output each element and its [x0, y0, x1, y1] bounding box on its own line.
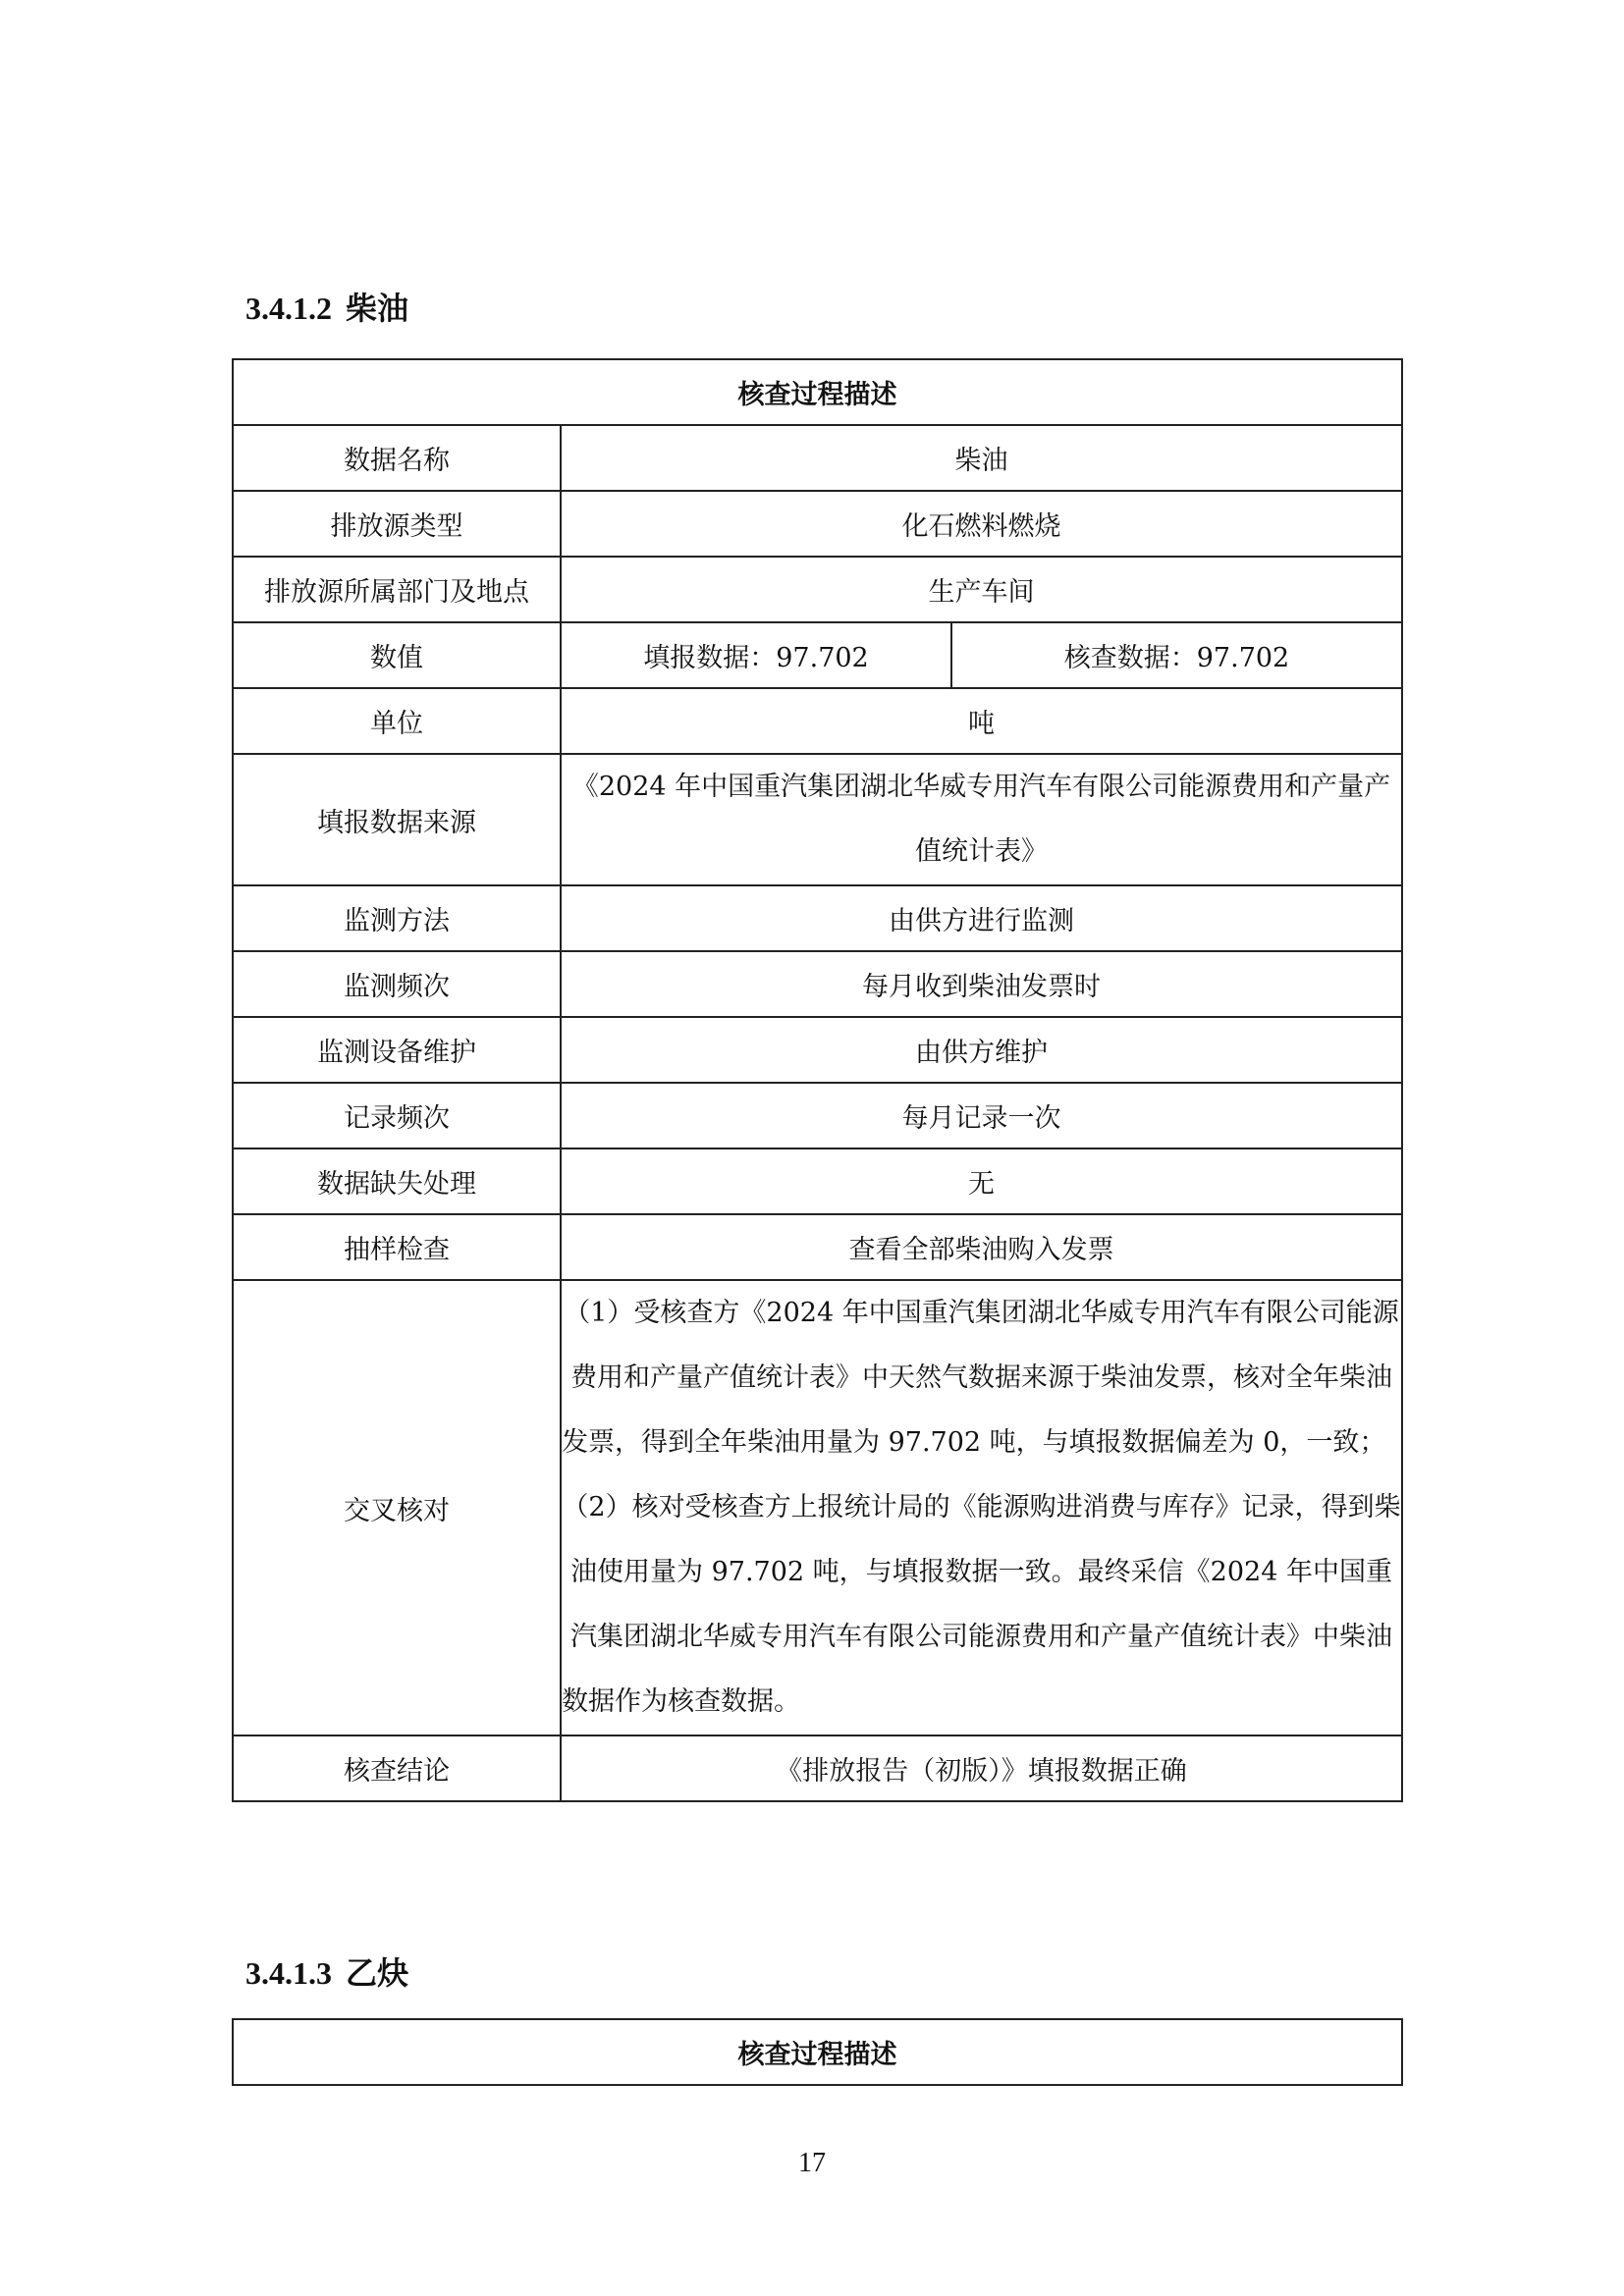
row-label: 单位: [233, 688, 561, 754]
section-heading-acetylene: [245, 1953, 408, 1993]
reported-value: 填报数据：97.702: [561, 622, 951, 688]
row-value: 查看全部柴油购入发票: [561, 1214, 1402, 1280]
row-value: 柴油: [561, 425, 1402, 491]
table-header-row: [233, 2019, 1402, 2085]
row-value: 化石燃料燃烧: [561, 491, 1402, 557]
table-row: [233, 1735, 1402, 1801]
table-header: 核查过程描述: [233, 2019, 1402, 2085]
row-label: 排放源所属部门及地点: [233, 557, 561, 622]
row-value: 无: [561, 1148, 1402, 1214]
row-label: 核查结论: [233, 1735, 561, 1801]
table-header-row: [233, 359, 1402, 425]
table-row: [233, 951, 1402, 1017]
row-value: 《2024 年中国重汽集团湖北华威专用汽车有限公司能源费用和产量产值统计表》: [561, 754, 1402, 885]
row-value: 由供方进行监测: [561, 885, 1402, 951]
section-number: 3.4.1.3: [245, 1955, 332, 1991]
table-row: [233, 1148, 1402, 1214]
table-row: [233, 622, 1402, 688]
row-label: 数值: [233, 622, 561, 688]
cross-check-text: [561, 1280, 1402, 1735]
verification-table-diesel: [232, 358, 1403, 1802]
row-label: 监测设备维护: [233, 1017, 561, 1083]
row-value: 《排放报告（初版）》填报数据正确: [561, 1735, 1402, 1801]
table-row: [233, 557, 1402, 622]
table-row: [233, 491, 1402, 557]
row-value: 每月收到柴油发票时: [561, 951, 1402, 1017]
cross-check-item-1: （1）受核查方《2024 年中国重汽集团湖北华威专用汽车有限公司能源费用和产量产值统计表》中天然气数据来源于柴油发票，核对全年柴油发票，得到全年柴油用量为 97.702 吨，与填报数据偏差为 0，一致；: [562, 1298, 1399, 1458]
table-row: [233, 1280, 1402, 1735]
row-label: 监测方法: [233, 885, 561, 951]
row-label: 记录频次: [233, 1083, 561, 1148]
section-title: 乙炔: [346, 1955, 409, 1991]
table-row: [233, 425, 1402, 491]
row-label: 数据名称: [233, 425, 561, 491]
table-header: 核查过程描述: [233, 359, 1402, 425]
table-row: [233, 1017, 1402, 1083]
row-label: 抽样检查: [233, 1214, 561, 1280]
row-label: 监测频次: [233, 951, 561, 1017]
section-heading-diesel: [245, 289, 408, 328]
table-row: [233, 754, 1402, 885]
table-row: [233, 1214, 1402, 1280]
row-label: 交叉核对: [233, 1280, 561, 1735]
row-label: 数据缺失处理: [233, 1148, 561, 1214]
row-value: 由供方维护: [561, 1017, 1402, 1083]
table-row: [233, 885, 1402, 951]
row-value: 生产车间: [561, 557, 1402, 622]
section-number: 3.4.1.2: [245, 291, 332, 326]
row-value: 吨: [561, 688, 1402, 754]
cross-check-item-2: （2）核对受核查方上报统计局的《能源购进消费与库存》记录，得到柴油使用量为 97.702 吨，与填报数据一致。最终采信《2024 年中国重汽集团湖北华威专用汽车有限公司能源费用和产量产值统计表》中柴油数据作为核查数据。: [562, 1492, 1401, 1717]
row-label: 排放源类型: [233, 491, 561, 557]
row-label: 填报数据来源: [233, 754, 561, 885]
row-value: 每月记录一次: [561, 1083, 1402, 1148]
table-row: [233, 1083, 1402, 1148]
section-title: 柴油: [346, 291, 409, 326]
page-number: 17: [798, 2148, 826, 2178]
verified-value: 核查数据：97.702: [951, 622, 1402, 688]
verification-table-acetylene: [232, 2018, 1403, 2086]
table-row: [233, 688, 1402, 754]
